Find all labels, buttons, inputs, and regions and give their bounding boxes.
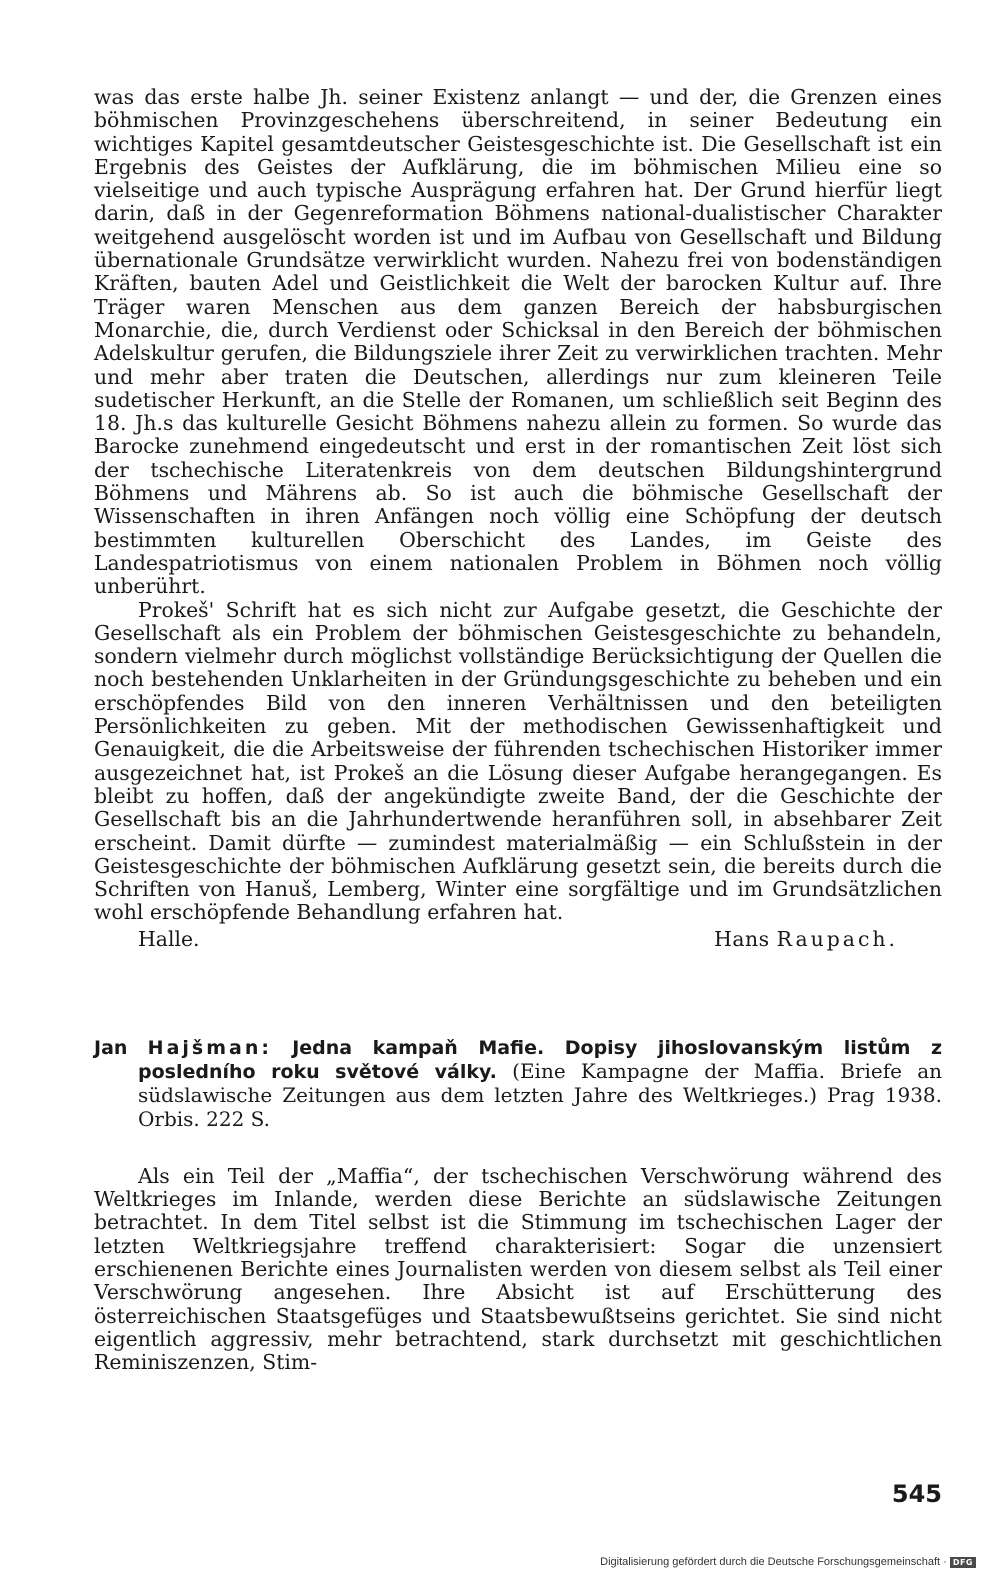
paragraph-continuation: was das erste halbe Jh. seiner Existenz anlangt — und der, die Grenzen eines böhmischen Provinzgeschehens überschreitend, in seiner Bedeutung ein wichtiges Kapitel gesamtdeutscher Geistesgeschichte ist. Die Gesellschaft ist ein Ergebnis des Geistes der Aufklärung, die im böhmischen Milieu eine so vielseitige und auch typische Ausprägung erfahren hat. Der Grund hierfür liegt darin, daß in der Gegenreformation Böhmens national-dualistischer Charakter weitgehend ausgelöscht worden ist und im Aufbau von Gesellschaft und Bildung übernationale Grundsätze verwirklicht wurden. Nahezu frei von bodenständigen Kräften, bauten Adel und Geistlichkeit die Welt der barocken Kultur auf. Ihre Träger waren Menschen aus dem ganzen Bereich der habsburgischen Monarchie, die, durch Verdienst oder Schicksal in den Bereich der böhmischen Adelskultur gerufen, die Bildungsziele ihrer Zeit zu verwirklichen trachten. Mehr und mehr aber traten die Deutschen, allerdings nur zum kleineren Teile sudetischer Herkunft, an die Stelle der Romanen, um schließlich seit Beginn des 18. Jh.s das kulturelle Gesicht Böhmens nahezu allein zu formen. So wurde das Barocke zunehmend eingedeutscht und erst in der romantischen Zeit löst sich der tschechische Literatenkreis von dem deutschen Bildungshintergrund Böhmens und Mährens ab. So ist auch die böhmische Gesellschaft der Wissenschaften in ihren Anfängen noch völlig eine Schöpfung der deutsch bestimmten kulturellen Oberschicht des Landes, im Geiste des Landespatriotismus von einem nationalen Problem in Böhmen noch völlig unberührt.	[94, 85, 942, 599]
page-body	[94, 86, 942, 1375]
review-author-first: Jan	[94, 1036, 128, 1059]
signature-author-last: Raupach.	[776, 926, 898, 951]
review-header	[94, 1036, 942, 1131]
review-book-title: Jedna kampaň Mafie. Dopisy jihoslovanským listům z posledního roku světové války.	[138, 1036, 943, 1083]
review-author-last: Hajšman:	[147, 1036, 272, 1059]
signature-place: Halle.	[138, 926, 200, 951]
dfg-logo-icon: DFG	[950, 1557, 976, 1568]
signature-author	[714, 927, 898, 951]
review-book-details: (Eine Kampagne der Maffia. Briefe an südslawische Zeitungen aus dem letzten Jahre des Weltkrieges.) Prag 1938. Orbis. 222 S.	[138, 1058, 942, 1131]
page-number: 545	[891, 1480, 942, 1508]
paragraph-maffia: Als ein Teil der „Maffia“, der tschechischen Verschwörung während des Weltkrieges im Inlande, werden diese Berichte an südslawische Zeitungen betrachtet. In dem Titel selbst ist die Stimmung im tschechischen Lager der letzten Weltkriegsjahre treffend charakterisiert: Sogar die unzensiert erschienenen Berichte eines Journalisten werden von diesem selbst als Teil einer Verschwörung angesehen. Ihre Absicht ist auf Erschütterung des österreichischen Staatsgefüges und Staatsbewußtseins gerichtet. Sie sind nicht eigentlich aggressiv, mehr betrachtend, stark durchsetzt mit geschichtlichen Reminiszenzen, Stim-	[94, 1163, 942, 1375]
signature-author-first: Hans	[714, 926, 770, 951]
footer-text: Digitalisierung gefördert durch die Deutsche Forschungsgemeinschaft ·	[600, 1556, 947, 1568]
review-signature	[94, 927, 942, 951]
paragraph-prokes: Prokeš' Schrift hat es sich nicht zur Aufgabe gesetzt, die Geschichte der Gesellschaft als ein Problem der böhmischen Geistesgeschichte zu behandeln, sondern vielmehr durch möglichst vollständige Berücksichtigung der Quellen die noch bestehenden Unklarheiten in der Gründungsgeschichte zu beheben und ein erschöpfendes Bild von den inneren Verhältnissen und den beteiligten Persönlichkeiten zu geben. Mit der methodischen Gewissenhaftigkeit und Genauigkeit, die die Arbeitsweise der führenden tschechischen Historiker immer ausgezeichnet hat, ist Prokeš an die Lösung dieser Aufgabe herangegangen. Es bleibt zu hoffen, daß der angekündigte zweite Band, der die Geschichte der Gesellschaft bis an die Jahrhundertwende heranführen soll, in absehbarer Zeit erscheint. Damit dürfte — zumindest materialmäßig — ein Schlußstein in der Geistesgeschichte der böhmischen Aufklärung gesetzt sein, die bereits durch die Schriften von Hanuš, Lemberg, Winter eine sorgfältige und im Grundsätzlichen wohl erschöpfende Behandlung erfahren hat.	[94, 597, 942, 925]
digitization-footer	[600, 1556, 976, 1568]
